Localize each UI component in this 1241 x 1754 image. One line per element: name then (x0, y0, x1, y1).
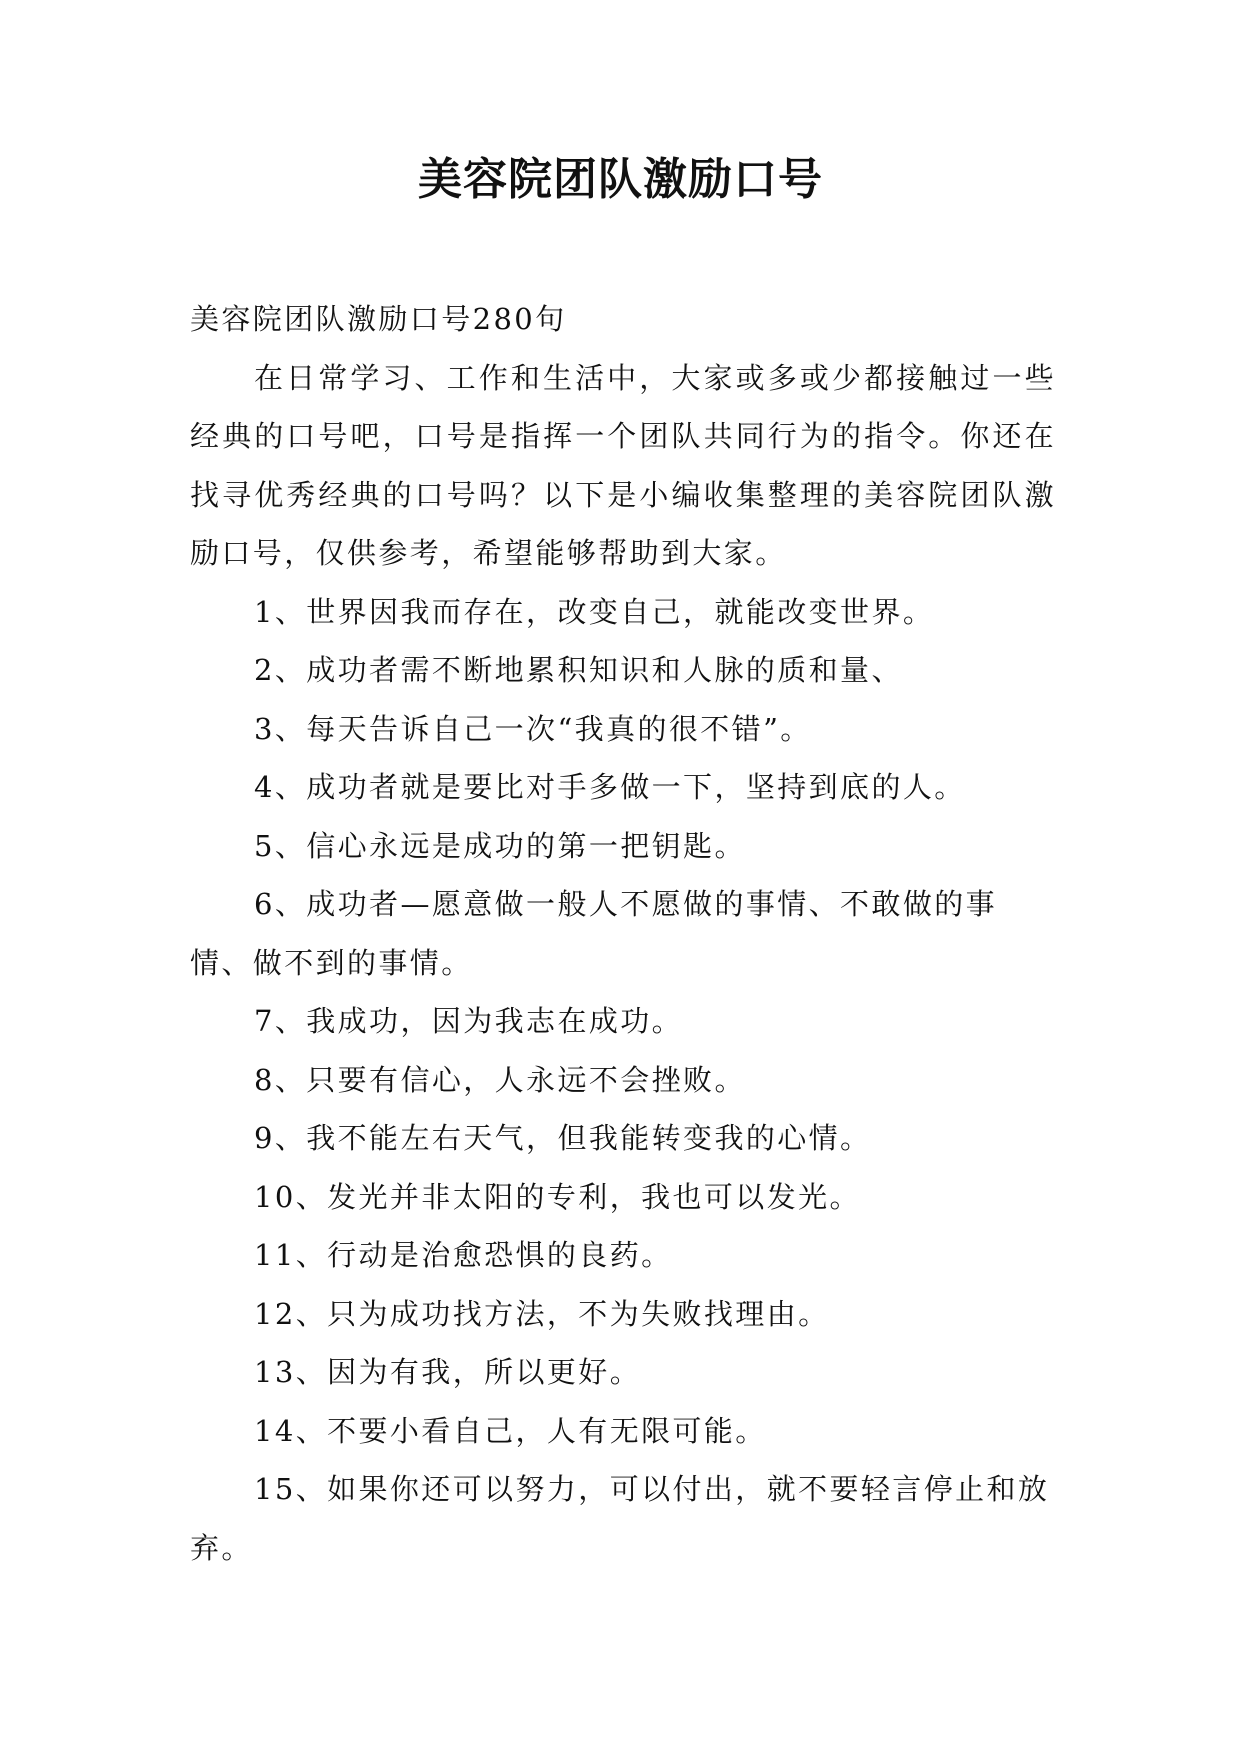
document-subtitle: 美容院团队激励口号280句 (190, 302, 567, 336)
slogan-item: 9、我不能左右天气，但我能转变我的心情。 (254, 1121, 872, 1155)
slogan-item: 6、成功者—愿意做一般人不愿做的事情、不敢做的事情、做不到的事情。 (190, 887, 998, 980)
slogan-item: 15、如果你还可以努力，可以付出，就不要轻言停止和放弃。 (190, 1472, 1050, 1565)
document-body (190, 290, 1056, 1577)
slogan-item: 4、成功者就是要比对手多做一下，坚持到底的人。 (254, 770, 966, 804)
slogan-item: 1、世界因我而存在，改变自己，就能改变世界。 (254, 594, 935, 629)
slogan-item: 14、不要小看自己，人有无限可能。 (254, 1413, 767, 1448)
slogan-item: 12、只为成功找方法，不为失败找理由。 (254, 1296, 830, 1331)
slogan-item: 10、发光并非太阳的专利，我也可以发光。 (254, 1179, 861, 1214)
slogan-item: 11、行动是治愈恐惧的良药。 (254, 1238, 673, 1272)
slogan-item: 5、信心永远是成功的第一把钥匙。 (254, 828, 746, 863)
slogan-item: 7、我成功，因为我志在成功。 (254, 1004, 684, 1038)
slogan-item: 2、成功者需不断地累积知识和人脉的质和量、 (254, 653, 903, 687)
slogan-item: 13、因为有我，所以更好。 (254, 1355, 642, 1389)
intro-paragraph: 在日常学习、工作和生活中，大家或多或少都接触过一些经典的口号吧，口号是指挥一个团队共同行为的指令。你还在找寻优秀经典的口号吗？以下是小编收集整理的美容院团队激励口号，仅供参考，希望能够帮助到大家。 (190, 360, 1056, 570)
slogan-item: 8、只要有信心，人永远不会挫败。 (254, 1062, 746, 1097)
document-title: 美容院团队激励口号 (418, 154, 823, 205)
slogan-item: 3、每天告诉自己一次“我真的很不错”。 (254, 711, 812, 746)
